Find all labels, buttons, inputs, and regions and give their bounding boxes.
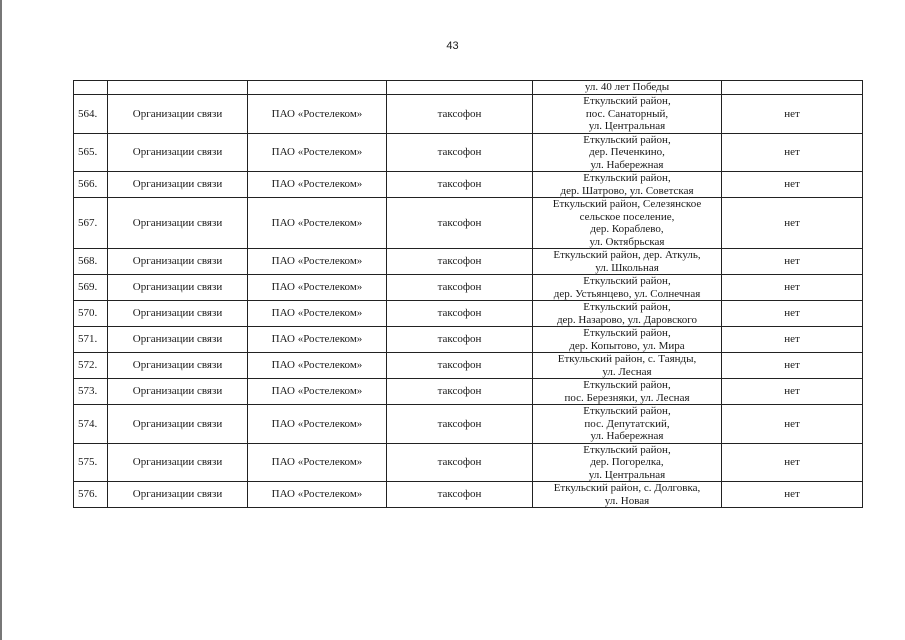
table-row [74,95,863,134]
address-line: пос. Березняки, ул. Лесная [564,391,690,404]
cell-value: нет [722,172,863,198]
cell-num: 567. [74,198,108,249]
table-body [74,81,863,508]
cell-address [533,482,722,508]
address-line: Еткульский район, [583,379,671,391]
table-row [74,133,863,172]
cell-value: нет [722,133,863,172]
cell-value: нет [722,379,863,405]
registry-table [73,80,863,508]
address-line: Еткульский район, с. Таянды, [557,353,697,365]
cell-category: Организации связи [108,482,248,508]
cell-num: 573. [74,379,108,405]
address-line: Еткульский район, [583,443,671,456]
cell-value: нет [722,95,863,134]
cell-type: таксофон [387,249,533,275]
page-number: 43 [446,40,459,52]
address-line: пос. Депутатский, [584,417,670,430]
cell-value: нет [722,353,863,379]
cell-address [533,275,722,301]
address-line: ул. Набережная [590,430,664,442]
cell-value: нет [722,482,863,508]
cell-company: ПАО «Ростелеком» [248,327,387,353]
cell-address [533,405,722,444]
cell-address [533,172,722,198]
cell-value: нет [722,198,863,249]
cell-value: нет [722,405,863,444]
cell-category: Организации связи [108,172,248,198]
cell-address: ул. 40 лет Победы [533,81,722,95]
cell-category: Организации связи [108,379,248,405]
cell-company: ПАО «Ростелеком» [248,379,387,405]
address-line: ул. Школьная [595,261,659,274]
address-line: дер. Копытово, ул. Мира [569,339,685,352]
cell-category [108,81,248,95]
cell-category: Организации связи [108,353,248,379]
cell-company: ПАО «Ростелеком» [248,482,387,508]
cell-num: 572. [74,353,108,379]
cell-address [533,95,722,134]
address-line: Еткульский район, Селезянское [552,198,702,210]
cell-value: нет [722,443,863,482]
cell-type [387,81,533,95]
table-row [74,379,863,405]
address-line: пос. Санаторный, [585,107,669,120]
cell-company: ПАО «Ростелеком» [248,172,387,198]
address-line: Еткульский район, [583,95,671,107]
cell-company: ПАО «Ростелеком» [248,249,387,275]
cell-num: 576. [74,482,108,508]
table-row [74,443,863,482]
address-line: ул. Набережная [590,158,664,171]
address-line: Еткульский район, с. Долговка, [553,482,701,494]
address-line: дер. Погорелка, [590,456,664,468]
cell-category: Организации связи [108,275,248,301]
address-line: Еткульский район, [583,405,671,417]
cell-value: нет [722,327,863,353]
cell-type: таксофон [387,443,533,482]
cell-type: таксофон [387,482,533,508]
cell-value: нет [722,249,863,275]
cell-type: таксофон [387,301,533,327]
address-line: Еткульский район, [583,275,671,287]
cell-category: Организации связи [108,249,248,275]
address-line: Еткульский район, дер. Аткуль, [553,249,701,261]
address-line: Еткульский район, [583,301,671,313]
scan-edge [0,0,2,640]
table-row [74,198,863,249]
cell-company: ПАО «Ростелеком» [248,133,387,172]
cell-company: ПАО «Ростелеком» [248,405,387,444]
cell-company: ПАО «Ростелеком» [248,353,387,379]
cell-category: Организации связи [108,95,248,134]
cell-value: нет [722,301,863,327]
cell-address [533,198,722,249]
cell-address [533,249,722,275]
cell-num: 565. [74,133,108,172]
cell-type: таксофон [387,353,533,379]
table-row [74,275,863,301]
cell-address [533,379,722,405]
cell-num: 568. [74,249,108,275]
cell-type: таксофон [387,379,533,405]
cell-company: ПАО «Ростелеком» [248,301,387,327]
cell-category: Организации связи [108,405,248,444]
cell-type: таксофон [387,327,533,353]
cell-num: 564. [74,95,108,134]
address-line: дер. Устьянцево, ул. Солнечная [553,287,701,300]
cell-num: 571. [74,327,108,353]
cell-type: таксофон [387,405,533,444]
address-line: ул. Центральная [588,120,666,132]
cell-company [248,81,387,95]
cell-company: ПАО «Ростелеком» [248,198,387,249]
cell-category: Организации связи [108,443,248,482]
cell-category: Организации связи [108,301,248,327]
address-line: Еткульский район, [583,133,671,146]
address-line: дер. Шатрово, ул. Советская [560,184,694,197]
cell-type: таксофон [387,198,533,249]
table-row [74,353,863,379]
cell-value: нет [722,275,863,301]
continuation-row [74,81,863,95]
address-line: Еткульский район, [583,327,671,339]
cell-num: 569. [74,275,108,301]
table-row [74,172,863,198]
table-row [74,249,863,275]
address-line: ул. Лесная [602,365,652,378]
address-line: дер. Назарово, ул. Даровского [556,313,698,326]
cell-num: 574. [74,405,108,444]
address-line: дер. Печенкино, [589,146,665,158]
table-row [74,327,863,353]
address-line: сельское поселение, [579,210,675,223]
cell-address [533,133,722,172]
address-line: ул. Центральная [588,468,666,481]
cell-address [533,353,722,379]
cell-category: Организации связи [108,133,248,172]
table-row [74,405,863,444]
cell-type: таксофон [387,172,533,198]
address-line: дер. Кораблево, [590,223,664,235]
cell-company: ПАО «Ростелеком» [248,443,387,482]
table-row [74,301,863,327]
address-line: Еткульский район, [583,172,671,184]
cell-num [74,81,108,95]
cell-num: 570. [74,301,108,327]
address-line: ул. Октябрьская [589,235,665,248]
cell-address [533,301,722,327]
cell-type: таксофон [387,133,533,172]
cell-company: ПАО «Ростелеком» [248,95,387,134]
address-line: ул. Новая [604,494,650,507]
cell-address [533,443,722,482]
cell-num: 575. [74,443,108,482]
cell-address [533,327,722,353]
cell-value [722,81,863,95]
table-row [74,482,863,508]
cell-type: таксофон [387,95,533,134]
cell-category: Организации связи [108,198,248,249]
cell-company: ПАО «Ростелеком» [248,275,387,301]
cell-category: Организации связи [108,327,248,353]
cell-num: 566. [74,172,108,198]
cell-type: таксофон [387,275,533,301]
